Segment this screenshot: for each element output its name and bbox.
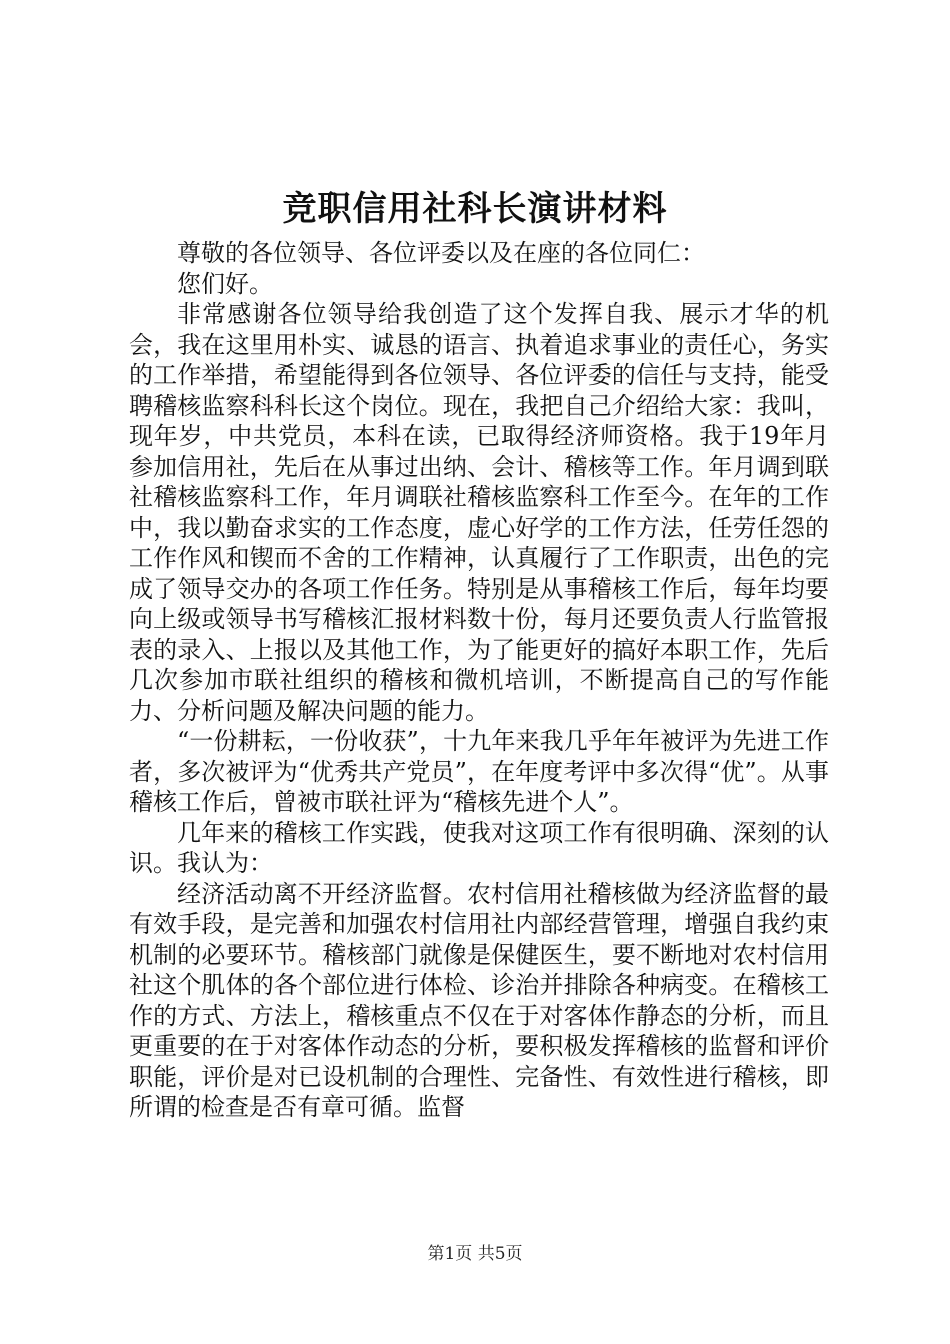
salutation-paragraph: 尊敬的各位领导、各位评委以及在座的各位同仁： bbox=[177, 239, 705, 267]
document-title: 竞职信用社科长演讲材料 bbox=[282, 189, 668, 229]
greeting-paragraph: 您们好。 bbox=[177, 269, 273, 298]
page-footer: 第1页 共5页 bbox=[427, 1244, 523, 1264]
understanding-paragraph: 几年来的稽核工作实践，使我对这项工作有很明确、深刻的认识。我认为： bbox=[129, 818, 829, 877]
supervision-paragraph: 经济活动离不开经济监督。农村信用社稽核做为经济监督的最有效手段，是完善和加强农村信用社内部经营管理，增强自我约束机制的必要环节。稽核部门就像是保健医生，要不断地对农村信用社这个肌体的各个部位进行体检、诊治并排除各种病变。在稽核工作的方式、方法上，稽核重点不仅在于对客体作静态的分析，而且更重要的在于对客体作动态的分析，要积极发挥稽核的监督和评价职能，评价是对已设机制的合理性、完备性、有效性进行稽核，即所谓的检查是否有章可循。监督 bbox=[129, 879, 829, 1121]
achievements-paragraph: “一份耕耘，一份收获”，十九年来我几乎年年被评为先进工作者，多次被评为“优秀共产党员”，在年度考评中多次得“优”。从事稽核工作后，曾被市联社评为“稽核先进个人”。 bbox=[129, 727, 829, 816]
introduction-paragraph: 非常感谢各位领导给我创造了这个发挥自我、展示才华的机会，我在这里用朴实、诚恳的语言、执着追求事业的责任心，务实的工作举措，希望能得到各位领导、各位评委的信任与支持，能受聘稽核监察科科长这个岗位。现在，我把自己介绍给大家：我叫，现年岁，中共党员，本科在读，已取得经济师资格。我于19年月参加信用社，先后在从事过出纳、会计、稽核等工作。年月调到联社稽核监察科工作，年月调联社稽核监察科工作至今。在年的工作中，我以勤奋求实的工作态度，虚心好学的工作方法，任劳任怨的工作作风和锲而不舍的工作精神，认真履行了工作职责，出色的完成了领导交办的各项工作任务。特别是从事稽核工作后，每年均要向上级或领导书写稽核汇报材料数十份，每月还要负责人行监管报表的录入、上报以及其他工作，为了能更好的搞好本职工作，先后几次参加市联社组织的稽核和微机培训，不断提高自己的写作能力、分析问题及解决问题的能力。 bbox=[129, 300, 829, 725]
document-body bbox=[129, 238, 829, 1123]
